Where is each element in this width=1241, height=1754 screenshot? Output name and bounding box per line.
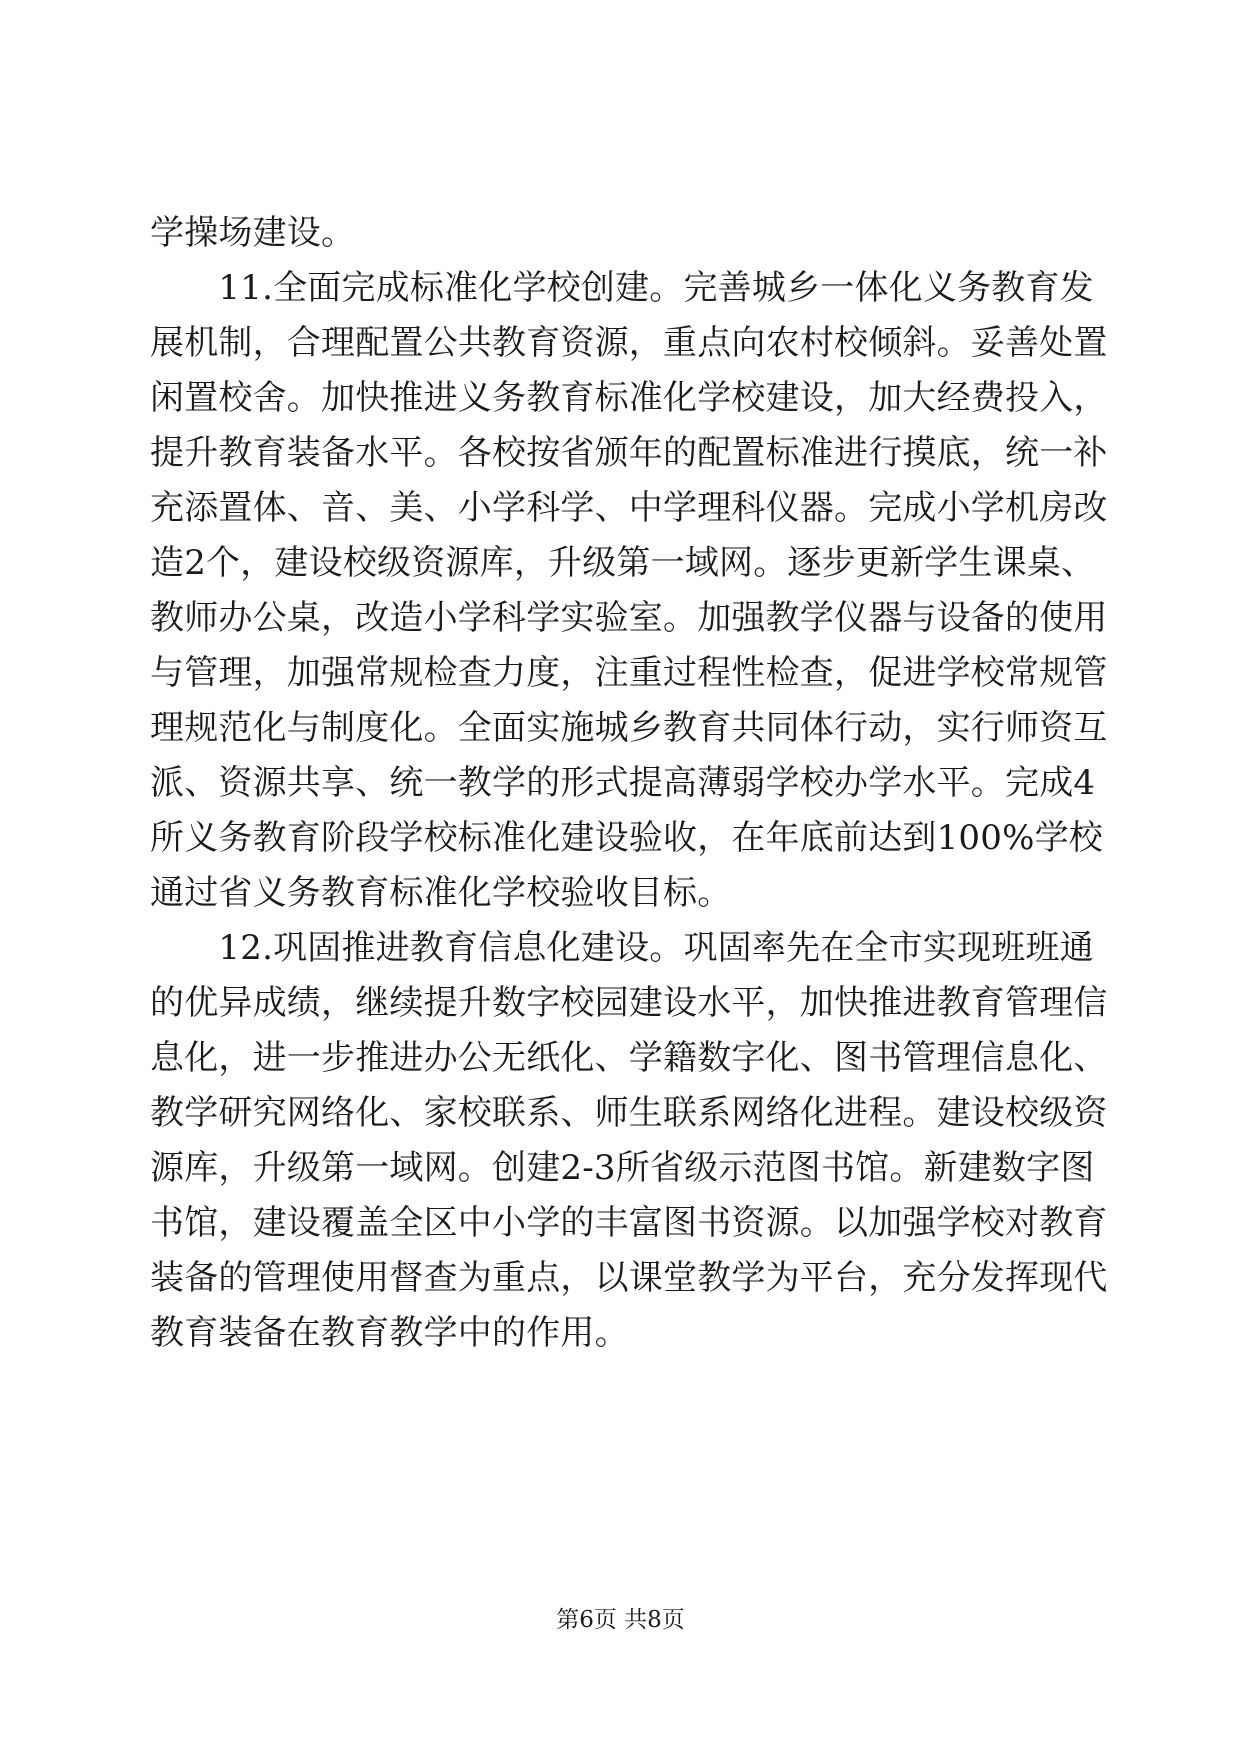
body-text-line: 所义务教育阶段学校标准化建设验收，在年底前达到100%学校	[150, 818, 1104, 858]
body-text-line: 派、资源共享、统一教学的形式提高薄弱学校办学水平。完成4	[150, 763, 1096, 803]
page-number-footer: 第6页 共8页	[556, 1607, 685, 1633]
body-text-line: 教育装备在教育教学中的作用。	[150, 1313, 629, 1353]
body-text-line: 书馆，建设覆盖全区中小学的丰富图书资源。以加强学校对教育	[150, 1203, 1108, 1243]
paragraph-12-heading-line: 12.巩固推进教育信息化建设。巩固率先在全市实现班班通	[150, 928, 1094, 968]
body-text-line: 息化，进一步推进办公无纸化、学籍数字化、图书管理信息化、	[150, 1038, 1108, 1078]
body-text-line: 造2个，建设校级资源库，升级第一域网。逐步更新学生课桌、	[150, 543, 1096, 583]
body-text-line: 教学研究网络化、家校联系、师生联系网络化进程。建设校级资	[150, 1093, 1108, 1133]
paragraph-11-heading-line: 11.全面完成标准化学校创建。完善城乡一体化义务教育发	[150, 268, 1094, 308]
body-text-line: 闲置校舍。加快推进义务教育标准化学校建设，加大经费投入，	[150, 378, 1108, 418]
body-text-line: 教师办公桌，改造小学科学实验室。加强教学仪器与设备的使用	[150, 598, 1108, 638]
body-text-line: 提升教育装备水平。各校按省颁年的配置标准进行摸底，统一补	[150, 433, 1108, 473]
body-text-line: 学操场建设。	[150, 213, 356, 253]
body-text-line: 的优异成绩，继续提升数字校园建设水平，加快推进教育管理信	[150, 983, 1108, 1023]
body-text-line: 充添置体、音、美、小学科学、中学理科仪器。完成小学机房改	[150, 488, 1108, 528]
body-text-line: 装备的管理使用督查为重点，以课堂教学为平台，充分发挥现代	[150, 1258, 1108, 1298]
body-text-line: 理规范化与制度化。全面实施城乡教育共同体行动，实行师资互	[150, 708, 1108, 748]
body-text-line: 展机制，合理配置公共教育资源，重点向农村校倾斜。妥善处置	[150, 323, 1108, 363]
body-text-line: 与管理，加强常规检查力度，注重过程性检查，促进学校常规管	[150, 653, 1108, 693]
body-text-line: 源库，升级第一域网。创建2-3所省级示范图书馆。新建数字图	[150, 1148, 1095, 1188]
body-text-line: 通过省义务教育标准化学校验收目标。	[150, 873, 732, 913]
